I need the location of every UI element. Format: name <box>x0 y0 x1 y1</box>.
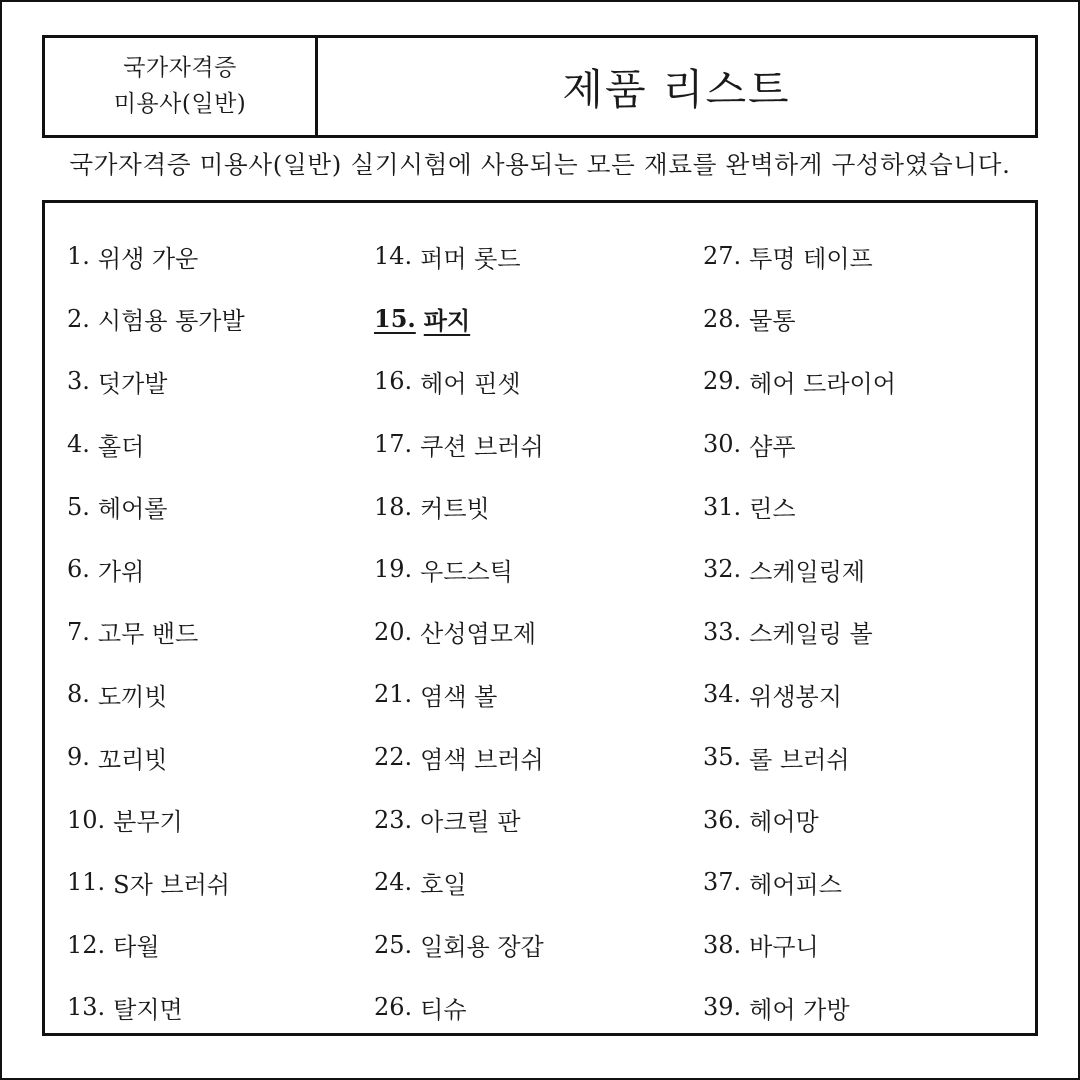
item-label: S자 브러쉬 <box>113 870 230 899</box>
list-item <box>67 788 245 851</box>
item-number: 29. <box>703 367 742 396</box>
item-number: 39. <box>703 993 742 1022</box>
item-label: 바구니 <box>749 933 819 962</box>
list-item <box>703 288 896 351</box>
list-item <box>703 538 896 601</box>
list-item <box>67 475 245 538</box>
list-item <box>703 601 896 664</box>
list-item <box>67 288 245 351</box>
list-item <box>374 914 544 977</box>
list-item <box>374 788 544 851</box>
item-label: 도끼빗 <box>97 682 168 711</box>
item-number: 22. <box>374 743 413 772</box>
item-number: 30. <box>703 430 742 459</box>
item-label: 헤어롤 <box>97 495 168 524</box>
list-item <box>703 475 896 538</box>
item-label: 아크릴 판 <box>420 808 521 837</box>
product-column-2 <box>374 225 544 1039</box>
item-number: 37. <box>703 868 742 897</box>
item-number: 18. <box>374 492 413 521</box>
item-label: 헤어 드라이어 <box>749 369 896 398</box>
item-label: 탈지면 <box>113 995 183 1024</box>
item-label: 투명 테이프 <box>749 244 873 273</box>
item-number: 24. <box>374 868 413 897</box>
item-number: 31. <box>703 492 742 521</box>
item-number: 9. <box>67 743 90 772</box>
list-item <box>703 225 896 288</box>
item-number: 2. <box>67 304 90 333</box>
list-item <box>374 225 544 288</box>
item-label: 염색 볼 <box>420 682 498 711</box>
item-number: 6. <box>67 555 90 584</box>
item-number: 16. <box>374 367 413 396</box>
item-number: 15. <box>374 304 416 334</box>
item-label: 스케일링제 <box>749 557 866 586</box>
item-number: 33. <box>703 617 742 646</box>
list-item <box>67 538 245 601</box>
list-item <box>67 914 245 977</box>
header <box>42 35 1038 138</box>
list-item <box>374 663 544 726</box>
list-item <box>703 851 896 914</box>
item-number: 8. <box>67 680 90 709</box>
item-label: 스케일링 볼 <box>749 620 873 649</box>
item-label: 홀더 <box>97 432 145 461</box>
item-label: 일회용 장갑 <box>420 933 544 962</box>
item-label: 우드스틱 <box>420 557 513 586</box>
item-label: 타월 <box>113 933 160 962</box>
subtitle: 국가자격증 미용사(일반) 실기시험에 사용되는 모든 재료를 완벽하게 구성하였습니다. <box>69 150 1011 179</box>
item-label: 파지 <box>423 306 471 336</box>
list-item <box>67 976 245 1039</box>
list-item <box>703 350 896 413</box>
item-label: 가위 <box>97 557 145 586</box>
list-item <box>374 601 544 664</box>
item-label: 덧가발 <box>97 369 168 398</box>
list-item <box>703 788 896 851</box>
product-list <box>42 200 1038 1036</box>
item-number: 4. <box>67 430 90 459</box>
list-item <box>67 851 245 914</box>
item-number: 17. <box>374 430 413 459</box>
item-label: 퍼머 롯드 <box>420 244 521 273</box>
item-label: 티슈 <box>420 995 467 1024</box>
item-label: 헤어피스 <box>749 870 842 899</box>
list-item <box>374 538 544 601</box>
item-label: 쿠션 브러쉬 <box>420 432 544 461</box>
item-label: 산성염모제 <box>420 620 537 649</box>
list-item <box>67 601 245 664</box>
item-number: 34. <box>703 680 742 709</box>
item-number: 32. <box>703 555 742 584</box>
list-item <box>67 663 245 726</box>
list-item-highlighted <box>374 288 544 351</box>
list-item <box>374 350 544 413</box>
page-title: 제품 리스트 <box>562 64 791 114</box>
item-label: 분무기 <box>113 808 183 837</box>
certificate-label-line2: 미용사(일반) <box>113 90 247 117</box>
list-item <box>374 851 544 914</box>
item-label: 헤어망 <box>749 808 819 837</box>
list-item <box>703 413 896 476</box>
item-number: 5. <box>67 492 90 521</box>
list-item <box>67 225 245 288</box>
item-number: 23. <box>374 805 413 834</box>
list-item <box>374 726 544 789</box>
item-number: 28. <box>703 304 742 333</box>
item-number: 21. <box>374 680 413 709</box>
item-label: 헤어 핀셋 <box>420 369 521 398</box>
list-item <box>703 976 896 1039</box>
list-item <box>703 726 896 789</box>
item-label: 헤어 가방 <box>749 995 850 1024</box>
item-number: 36. <box>703 805 742 834</box>
list-item <box>374 976 544 1039</box>
list-item <box>374 413 544 476</box>
certificate-label-line1: 국가자격증 <box>123 54 237 81</box>
product-column-1 <box>67 225 245 1039</box>
list-item <box>67 413 245 476</box>
list-item <box>67 726 245 789</box>
item-number: 1. <box>67 242 90 271</box>
item-number: 7. <box>67 617 90 646</box>
item-label: 위생 가운 <box>97 244 199 273</box>
certificate-label <box>45 38 318 135</box>
item-label: 염색 브러쉬 <box>420 745 544 774</box>
item-number: 13. <box>67 993 106 1022</box>
product-column-3 <box>703 225 896 1039</box>
list-item <box>703 663 896 726</box>
item-number: 25. <box>374 930 413 959</box>
item-number: 35. <box>703 743 742 772</box>
item-number: 27. <box>703 242 742 271</box>
item-number: 19. <box>374 555 413 584</box>
item-label: 커트빗 <box>420 495 490 524</box>
item-label: 위생봉지 <box>749 682 842 711</box>
item-number: 10. <box>67 805 106 834</box>
item-label: 샴푸 <box>749 432 796 461</box>
item-label: 린스 <box>749 495 796 524</box>
item-label: 시험용 통가발 <box>97 307 245 336</box>
item-number: 26. <box>374 993 413 1022</box>
item-label: 꼬리빗 <box>97 745 168 774</box>
list-item <box>703 914 896 977</box>
item-label: 고무 밴드 <box>97 620 199 649</box>
item-number: 12. <box>67 930 106 959</box>
item-label: 물통 <box>749 307 796 336</box>
item-label: 호일 <box>420 870 467 899</box>
item-label: 롤 브러쉬 <box>749 745 850 774</box>
list-item <box>374 475 544 538</box>
item-number: 3. <box>67 367 90 396</box>
item-number: 14. <box>374 242 413 271</box>
list-item <box>67 350 245 413</box>
item-number: 38. <box>703 930 742 959</box>
item-number: 11. <box>67 868 106 897</box>
item-number: 20. <box>374 617 413 646</box>
